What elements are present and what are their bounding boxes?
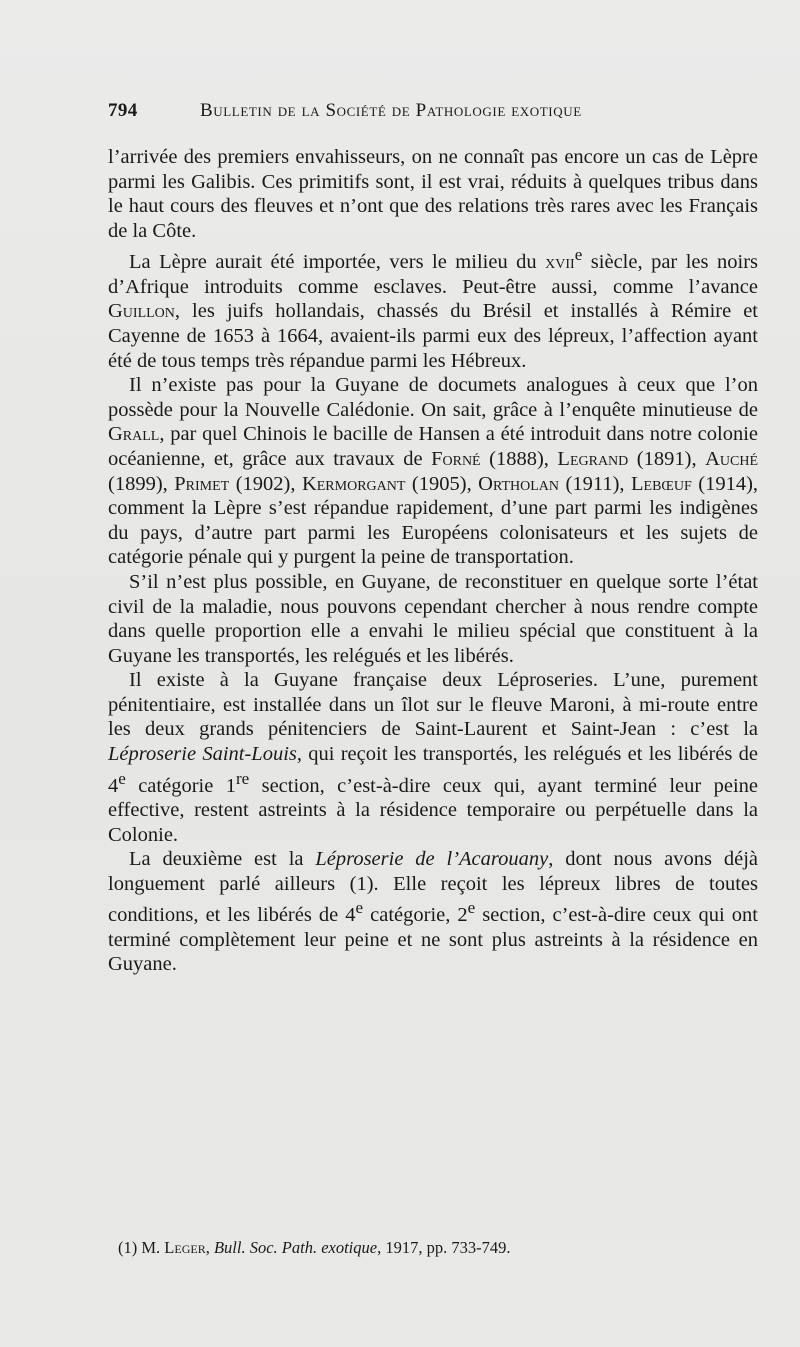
body-text xyxy=(108,145,758,977)
author-name: Auché xyxy=(705,447,759,470)
author-name: Guillon xyxy=(108,300,175,323)
author-name: Lebœuf xyxy=(631,472,692,495)
author-name: Legrand xyxy=(557,447,629,470)
leproserie-name: Léproserie de l’Acarouany xyxy=(315,848,549,871)
author-name: Ortholan xyxy=(478,472,560,495)
leproserie-name: Léproserie Saint-Louis xyxy=(108,743,297,766)
paragraph-6: La deuxième est la Léproserie de l’Acarouany, dont nous avons déjà longuement parlé ailleurs (1). Elle reçoit les lépreux libres de toutes conditions, et les libérés de 4e catégorie, 2e section, c’est-à-dire ceux qui ont terminé complètement leur peine et ne sont plus astreints à la résidence en Guyane. xyxy=(108,848,758,976)
paragraph-2: La Lèpre aurait été importée, vers le milieu du xvii$^e$ siècle, par les noirs d’Afrique introduits comme esclaves. Peut-être aussi, comme l’avance Guillon, les juifs hollandais, chassés du Brésil et installés à Rémire et Cayenne de 1653 à 1664, avaient-ils parmi eux des lépreux, l’affection ayant été de tous temps très répandue parmi les Hébreux. xyxy=(108,245,758,372)
author-name: Kermorgant xyxy=(301,472,406,495)
footnote: (1) M. Leger, Bull. Soc. Path. exotique, 1917, pp. 733-749. xyxy=(118,1238,511,1257)
author-name: Primet xyxy=(174,472,230,495)
paragraph-4: S’il n’est plus possible, en Guyane, de reconstituer en quelque sorte l’état civil de la maladie, nous pouvons cependant chercher à nous rendre compte dans quelle proportion elle a envahi le milieu spécial que constituent à la Guyane les transportés, les relégués et les libérés. xyxy=(108,570,758,667)
page-header xyxy=(108,100,756,130)
footnote-author: Leger xyxy=(164,1238,206,1257)
running-title: Bulletin de la Société de Pathologie exotique xyxy=(200,100,582,121)
footnote-journal: Bull. Soc. Path. exotique xyxy=(213,1238,378,1257)
page-number: 794 xyxy=(108,100,138,121)
author-name: Forné xyxy=(431,447,481,470)
author-name: Grall xyxy=(108,423,160,446)
century-numeral: xvii xyxy=(545,251,575,274)
paragraph-5: Il existe à la Guyane française deux Léproseries. L’une, purement pénitentiaire, est installée dans un îlot sur le fleuve Maroni, à mi-route entre les deux grands pénitenciers de Saint-Laurent et Saint-Jean : c’est la Léproserie Saint-Louis, qui reçoit les transportés, les relégués et les libérés de 4e catégorie 1re section, c’est-à-dire ceux qui, ayant terminé leur peine effective, restent astreints à la résidence temporaire ou perpétuelle dans la Colonie. xyxy=(108,669,758,846)
paragraph-3: Il n’existe pas pour la Guyane de documets analogues à ceux que l’on possède pour la Nouvelle Calédonie. On sait, grâce à l’enquête minutieuse de Grall, par quel Chinois le bacille de Hansen a été introduit dans notre colonie océanienne, et, grâce aux travaux de Forné (1888), Legrand (1891), Auché (1899), Primet (1902), Kermorgant (1905), Ortholan (1911), Lebœuf (1914), comment la Lèpre s’est répandue rapidement, d’une part parmi les indigènes du pays, d’autre part parmi les Européens colonisateurs et les sujets de catégorie pénale qui y purgent la peine de transportation. xyxy=(108,374,759,569)
paragraph-1: l’arrivée des premiers envahisseurs, on ne connaît pas encore un cas de Lèpre parmi les Galibis. Ces primitifs sont, il est vrai, réduits à quelques tribus dans le haut cours des fleuves et n’ont que des relations très rares avec les Français de la Côte. xyxy=(108,146,758,242)
